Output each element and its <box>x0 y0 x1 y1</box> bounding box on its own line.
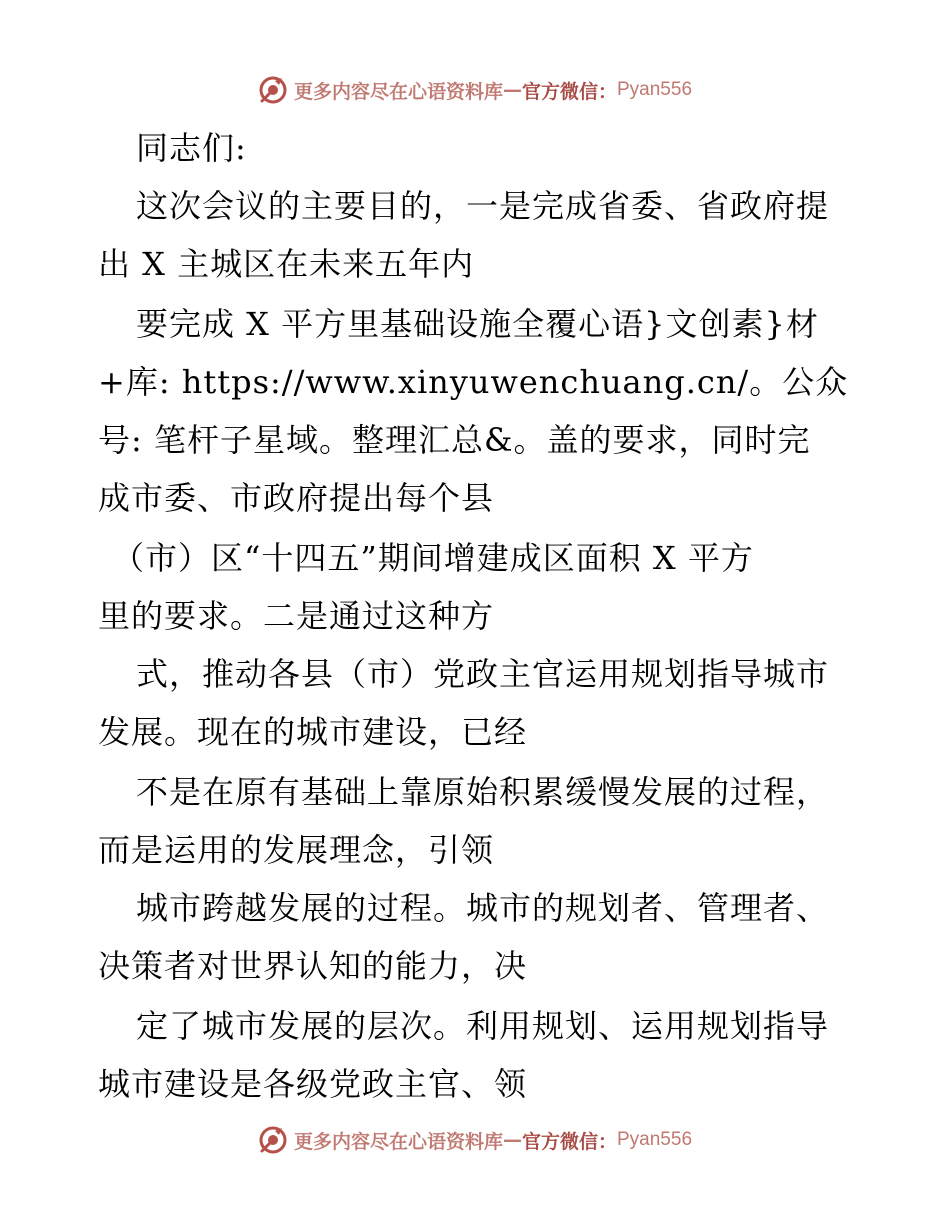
banner-wechat-id: Pyan556 <box>617 1129 693 1150</box>
text-line: 发展。现在的城市建设，已经 <box>98 713 528 751</box>
banner-wechat-label: 官方微信： <box>521 80 617 103</box>
text-line: 式，推动各县（市）党政主官运用规划指导城市 <box>136 655 830 693</box>
text-line: 不是在原有基础上靠原始积累缓慢发展的过程， <box>136 773 830 811</box>
text-line: 号: 笔杆子星域。整理汇总&。盖的要求，同时完 <box>98 421 811 459</box>
banner-site-text: 更多内容尽在心语资料库 <box>293 80 503 103</box>
text-line: 成市委、市政府提出每个县 <box>98 479 495 517</box>
pen-circle-logo-icon <box>258 1125 288 1155</box>
text-line: 城市跨越发展的过程。城市的规划者、管理者、 <box>136 889 830 927</box>
banner-wechat-label: 官方微信： <box>521 1130 617 1153</box>
text-line: 要完成 X 平方里基础设施全覆心语}文创素}材 <box>136 305 819 343</box>
text-line: 这次会议的主要目的，一是完成省委、省政府提 <box>136 187 830 225</box>
text-line: +库: https://www.xinyuwenchuang.cn/。公众 <box>98 363 849 401</box>
text-line: 里的要求。二是通过这种方 <box>98 597 495 635</box>
banner-site-text: 更多内容尽在心语资料库 <box>293 1130 503 1153</box>
text-line: 定了城市发展的层次。利用规划、运用规划指导 <box>136 1007 830 1045</box>
banner-wechat-id: Pyan556 <box>617 79 693 100</box>
footer-banner <box>0 1120 950 1160</box>
text-line: 同志们: <box>136 129 247 167</box>
banner-separator: — <box>502 1129 522 1151</box>
banner-separator: — <box>502 79 522 101</box>
header-banner <box>0 70 950 110</box>
text-line: （市）区“十四五”期间增建成区面积 X 平方 <box>112 539 754 577</box>
text-line: 出 X 主城区在未来五年内 <box>98 245 475 283</box>
pen-circle-logo-icon <box>258 75 288 105</box>
text-line: 而是运用的发展理念，引领 <box>98 831 495 869</box>
text-line: 决策者对世界认知的能力，决 <box>98 947 528 985</box>
text-line: 城市建设是各级党政主官、领 <box>98 1065 528 1103</box>
